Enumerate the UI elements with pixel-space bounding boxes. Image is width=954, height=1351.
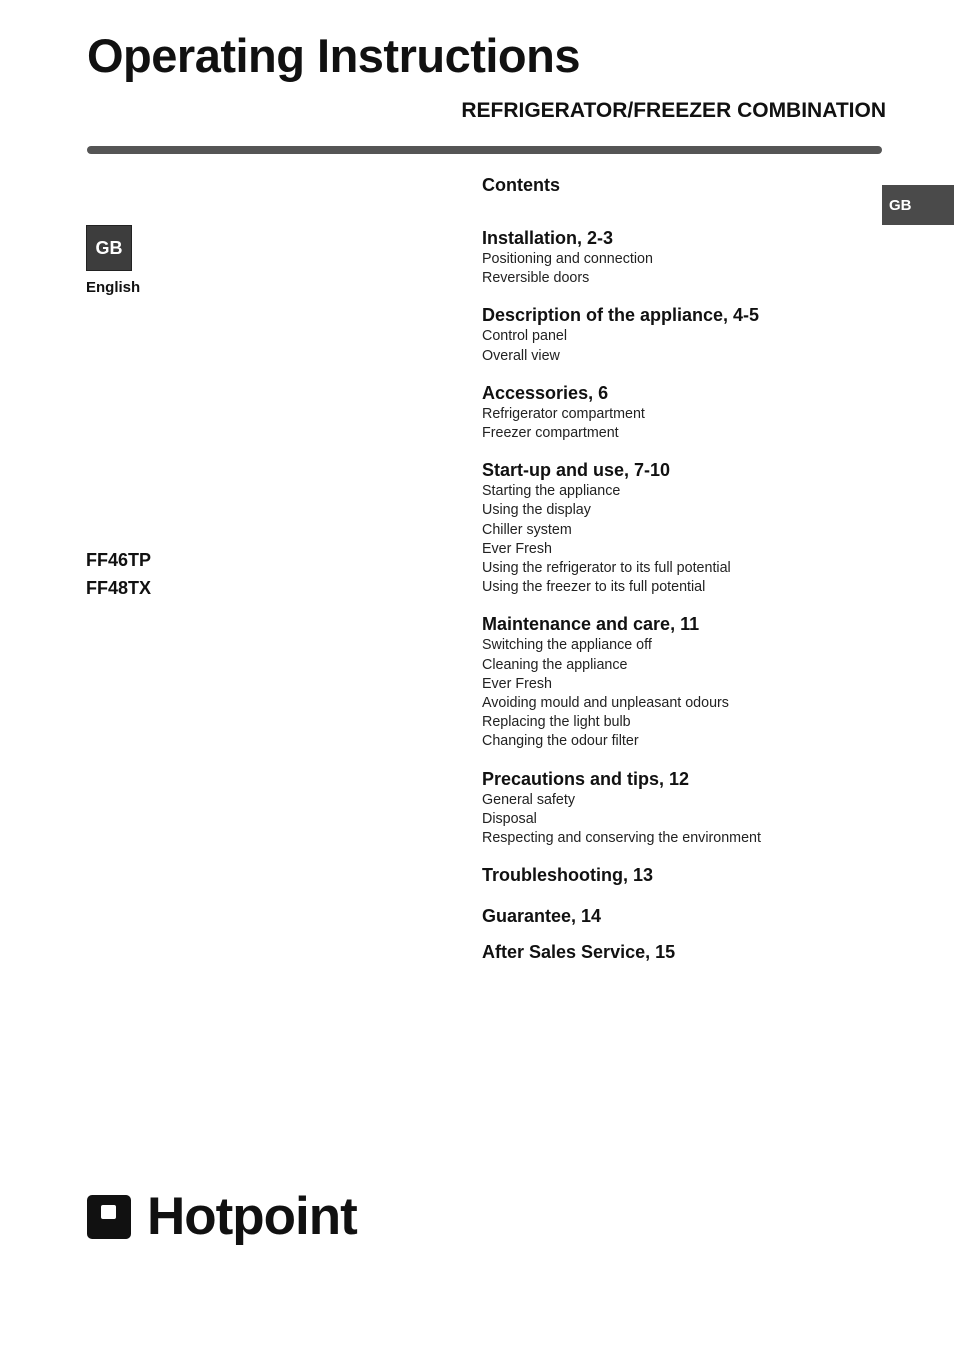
toc-section-title: Guarantee, 14 (482, 906, 602, 927)
language-label: English (86, 279, 141, 296)
toc-subitems (482, 791, 922, 849)
brand-name: Hotpoint (147, 1187, 357, 1246)
toc-subitem: Cleaning the appliance (482, 656, 628, 673)
toc-subitem: Freezer compartment (482, 425, 619, 442)
toc-subitem: Reversible doors (482, 270, 590, 287)
language-side-tab: GB (882, 185, 954, 225)
toc-subitem: Respecting and conserving the environment (482, 830, 761, 847)
toc-section (482, 381, 922, 443)
toc-subitems (482, 250, 922, 288)
toc-section (482, 904, 922, 928)
toc-section-title: Start-up and use, 7-10 (482, 460, 671, 481)
toc-section (482, 940, 922, 964)
language-code-badge: GB (86, 225, 132, 271)
toc-subitems (482, 482, 922, 597)
toc-subitem: Control panel (482, 328, 568, 345)
toc-subitem: Switching the appliance off (482, 637, 652, 654)
toc-subitem: Using the freezer to its full potential (482, 579, 706, 596)
brand-logo (87, 1187, 357, 1246)
toc-section (482, 767, 922, 849)
toc-section (482, 863, 922, 887)
toc-section-title: Description of the appliance, 4-5 (482, 305, 760, 326)
document-subtitle: REFRIGERATOR/FREEZER COMBINATION (461, 99, 886, 122)
contents-heading: Contents (482, 175, 560, 195)
table-of-contents (482, 212, 922, 964)
toc-section-title: Accessories, 6 (482, 382, 609, 403)
header-divider (87, 146, 882, 154)
toc-subitem: Replacing the light bulb (482, 714, 631, 731)
toc-subitem: Chiller system (482, 521, 572, 538)
toc-section-title: Installation, 2-3 (482, 228, 614, 248)
toc-subitem: Using the refrigerator to its full potential (482, 560, 731, 577)
toc-section (482, 226, 922, 288)
toc-section-title: Maintenance and care, 11 (482, 614, 700, 635)
toc-subitem: Starting the appliance (482, 483, 621, 500)
toc-subitem: Using the display (482, 502, 591, 519)
toc-section (482, 612, 922, 751)
toc-subitem: Ever Fresh (482, 540, 552, 557)
toc-subitems (482, 405, 922, 443)
toc-subitem: General safety (482, 791, 575, 808)
hotpoint-logo-icon (87, 1195, 131, 1239)
toc-subitems (482, 327, 922, 365)
toc-section (482, 458, 922, 597)
toc-subitem: Disposal (482, 810, 537, 827)
toc-section-title: Troubleshooting, 13 (482, 865, 654, 886)
toc-section-title: Precautions and tips, 12 (482, 768, 690, 789)
document-title: Operating Instructions (87, 29, 580, 82)
toc-subitem: Avoiding mould and unpleasant odours (482, 695, 729, 712)
toc-subitem: Ever Fresh (482, 675, 552, 692)
toc-subitem: Refrigerator compartment (482, 405, 645, 422)
toc-subitem: Overall view (482, 347, 560, 364)
model-number: FF46TP (86, 550, 152, 570)
toc-section-title: After Sales Service, 15 (482, 942, 676, 963)
model-number: FF48TX (86, 578, 152, 598)
toc-section (482, 303, 922, 365)
toc-subitems (482, 636, 922, 751)
toc-subitem: Positioning and connection (482, 251, 653, 267)
toc-subitem: Changing the odour filter (482, 733, 639, 750)
